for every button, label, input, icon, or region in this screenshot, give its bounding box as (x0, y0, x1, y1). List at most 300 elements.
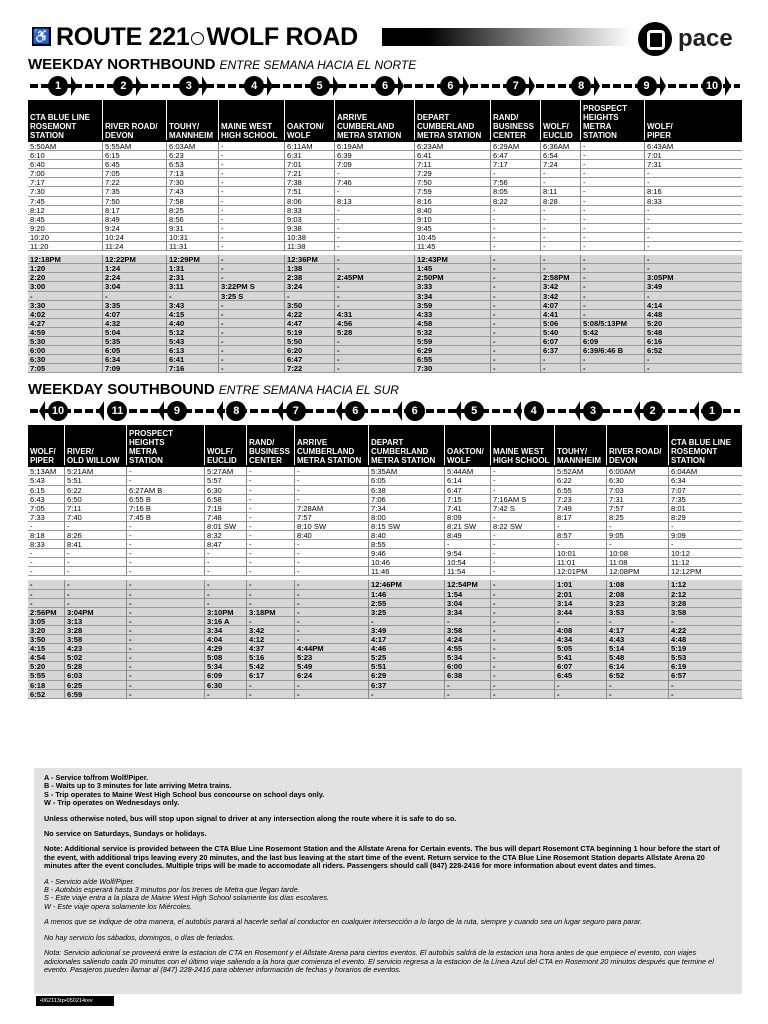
table-cell: 6:54 (540, 151, 580, 160)
table-cell: - (444, 540, 490, 549)
table-cell: - (490, 301, 540, 310)
table-row (28, 644, 742, 653)
table-cell: - (126, 522, 204, 531)
column-header: ARRIVE CUMBERLAND METRA STATION (294, 423, 368, 465)
column-header: RAND/ BUSINESS CENTER (246, 423, 294, 465)
table-cell: 7:57 (294, 513, 368, 522)
table-cell: 7:00 (30, 169, 45, 179)
table-cell: - (668, 540, 742, 549)
table-cell: 7:57 (606, 504, 668, 513)
table-cell: 8:28 (540, 197, 580, 206)
legend-es: A - Servicio a/de Wolf/Piper. B - Autobús esperará hasta 3 minutos por los trenes de Metra que llegan tarde. S - Este viaje entra a la plaza de Maine West High School solamente los días escolares. W - Este viaje opera solamente los Miércoles. (44, 876, 329, 911)
table-cell: 6:29 (414, 346, 490, 355)
table-cell: - (294, 599, 368, 608)
table-cell: 12:18PM (30, 255, 61, 265)
table-cell: - (246, 567, 294, 576)
table-cell: 6:47 (444, 486, 490, 495)
table-cell: 5:53 (668, 653, 742, 662)
table-cell: - (294, 486, 368, 495)
table-cell: 3:50 (284, 301, 334, 310)
no-service-note-es: No hay servicio los sábados, domingos, o días de feriados. (44, 932, 235, 942)
table-cell: 3:58 (444, 626, 490, 635)
table-cell: - (490, 662, 554, 671)
arrow-icon (39, 401, 45, 421)
table-cell: - (490, 486, 554, 495)
table-row (28, 206, 742, 215)
arrow-icon (267, 76, 273, 96)
table-cell: 11:54 (444, 567, 490, 576)
table-cell: 3:18PM (246, 608, 294, 617)
table-cell: 3:04 (444, 599, 490, 608)
column-header: WOLF/ PIPER (30, 447, 56, 466)
table-row (28, 310, 742, 319)
table-cell: - (204, 599, 246, 608)
timepoint-number: 9 (637, 76, 657, 96)
table-cell: 8:17 (102, 206, 166, 215)
table-cell: 2:12 (668, 590, 742, 599)
table-cell: 6:38 (444, 671, 490, 680)
table-row (28, 364, 742, 373)
table-row (28, 255, 742, 264)
table-cell: - (644, 364, 702, 373)
table-cell: 7:28AM (294, 504, 368, 513)
table-cell: - (218, 197, 284, 206)
table-cell: 9:05 (606, 531, 668, 540)
table-cell: - (580, 292, 644, 301)
table-cell: - (218, 355, 284, 364)
table-cell: - (334, 224, 414, 233)
event-note-es: Nota: Servicio adicional se proveerá entre la estacion de CTA en Rosemont y el Allstate Arena para ciertos eventos. El autobús saldrá de la estacion una hora antes de que empiece el evento, con viajes adicionales saliendo cada 20 minutos con el último viaje saliendo a la hora que comienza el evento. El servicio regresa a la estacion de la Línea Azul del CTA en Rosemont 20 minutos después que termine el evento. Pasajeros pueden llamar al (847) 228-2416 para obtener información de fechas y horarios de eventos. (44, 948, 714, 974)
table-cell: 7:29 (414, 169, 490, 178)
table-cell: 6:14 (606, 662, 668, 671)
table-cell: - (294, 549, 368, 558)
table-row (28, 681, 742, 690)
table-cell: 7:40 (64, 513, 126, 522)
table-cell: - (204, 567, 246, 576)
table-cell: 4:24 (444, 635, 490, 644)
table-cell: 3:04PM (64, 608, 126, 617)
table-cell: - (644, 255, 702, 264)
table-cell: 3:43 (166, 301, 218, 310)
table-cell: - (490, 690, 554, 699)
table-cell: 8:22 SW (490, 522, 554, 531)
table-cell: 5:30 (30, 336, 46, 346)
timepoint-marker (580, 401, 606, 421)
table-row (28, 292, 742, 301)
table-cell: - (126, 549, 204, 558)
table-cell: 4:08 (554, 626, 606, 635)
table-cell: 7:31 (644, 160, 702, 169)
table-cell: 9:09 (668, 531, 742, 540)
table-cell: 3:11 (166, 282, 218, 291)
table-cell: 6:13 (166, 346, 218, 355)
table-cell: 3:34 (414, 292, 490, 301)
table-cell: 4:12 (246, 635, 294, 644)
table-cell: 3:49 (368, 626, 444, 635)
table-row (28, 617, 742, 626)
timepoint-number: 6 (405, 401, 425, 421)
table-cell: 3:10PM (204, 608, 246, 617)
table-cell: 8:41 (64, 540, 126, 549)
table-cell: - (580, 187, 644, 196)
table-cell: - (580, 242, 644, 251)
table-cell: - (644, 169, 702, 178)
timepoint-marker (104, 401, 130, 421)
table-cell: 6:25 (64, 681, 126, 690)
timepoint-marker (503, 76, 529, 96)
table-cell: - (490, 467, 554, 476)
table-cell: 8:11 (540, 187, 580, 196)
table-cell: 4:48 (644, 310, 702, 319)
table-cell: - (246, 504, 294, 513)
table-cell: - (490, 531, 554, 540)
table-cell: 6:45 (554, 671, 606, 680)
table-cell: 12:08PM (606, 567, 668, 576)
table-cell: - (644, 224, 702, 233)
table-cell: 10:45 (414, 233, 490, 242)
table-row (28, 233, 742, 242)
table-cell: 10:12 (668, 549, 742, 558)
table-cell: 3:25 (368, 608, 444, 617)
table-cell: - (334, 337, 414, 346)
table-cell: 6:39 (334, 151, 414, 160)
table-cell: 3:30 (30, 300, 46, 310)
table-row (28, 635, 742, 644)
table-cell: 7:30 (30, 187, 45, 197)
table-cell: 8:32 (204, 531, 246, 540)
table-cell: - (644, 178, 702, 187)
table-cell: - (580, 178, 644, 187)
table-cell: 6:23AM (414, 142, 490, 151)
table-cell: 7:22 (284, 364, 334, 373)
table-cell: 3:04 (102, 282, 166, 291)
table-cell: 3:59 (414, 301, 490, 310)
timepoint-number: 3 (583, 401, 603, 421)
table-cell: - (246, 549, 294, 558)
table-cell: 10:08 (606, 549, 668, 558)
table-cell: 2:45PM (334, 273, 414, 282)
timepoint-number: 3 (179, 76, 199, 96)
table-cell: 3:16 A (204, 617, 246, 626)
table-cell: - (246, 681, 294, 690)
table-cell: - (126, 653, 204, 662)
table-cell: - (64, 590, 126, 599)
table-cell: 7:46 (334, 178, 414, 187)
table-cell: 9:46 (368, 549, 444, 558)
table-cell: - (580, 224, 644, 233)
table-cell: 6:38 (368, 486, 444, 495)
table-cell: 4:02 (30, 309, 46, 319)
table-cell: 8:33 (30, 540, 45, 550)
no-service-note: No service on Saturdays, Sundays or holidays. (44, 829, 207, 839)
table-cell: - (218, 215, 284, 224)
table-cell: - (218, 264, 284, 273)
timepoint-marker (241, 76, 267, 96)
table-cell: - (246, 590, 294, 599)
table-cell: - (218, 255, 284, 264)
table-cell: 4:15 (30, 644, 46, 654)
table-cell: 5:20 (30, 662, 46, 672)
table-cell: 4:17 (606, 626, 668, 635)
table-cell: 6:45 (102, 160, 166, 169)
table-cell: - (126, 567, 204, 576)
table-row (28, 328, 742, 337)
table-cell: 4:47 (284, 319, 334, 328)
table-cell: - (540, 355, 580, 364)
table-cell: - (334, 264, 414, 273)
table-cell: - (218, 178, 284, 187)
table-cell: - (606, 540, 668, 549)
column-header: MAINE WEST HIGH SCHOOL (218, 98, 284, 140)
table-cell: - (102, 292, 166, 301)
table-row (28, 558, 742, 567)
timepoint-marker (45, 76, 71, 96)
table-cell: 2:24 (102, 273, 166, 282)
table-cell: 6:52 (30, 689, 46, 699)
table-cell: 8:22 (490, 197, 540, 206)
table-cell: - (218, 273, 284, 282)
table-row (28, 580, 742, 589)
table-cell: - (126, 476, 204, 485)
pace-wordmark: pace (678, 25, 733, 52)
table-cell: - (490, 224, 540, 233)
table-cell: - (644, 215, 702, 224)
table-cell: - (30, 567, 33, 577)
table-cell: 6:05 (102, 346, 166, 355)
table-cell: 4:48 (668, 635, 742, 644)
table-cell: 3:33 (414, 282, 490, 291)
column-header: WOLF/ EUCLID (204, 423, 246, 465)
table-cell: 8:06 (284, 197, 334, 206)
table-cell: 5:28 (64, 662, 126, 671)
arrow-icon (515, 401, 521, 421)
table-cell: 4:56 (334, 319, 414, 328)
table-cell: 8:47 (204, 540, 246, 549)
table-cell: - (580, 310, 644, 319)
table-cell: - (204, 558, 246, 567)
table-cell: 7:51 (284, 187, 334, 196)
table-cell: - (554, 690, 606, 699)
table-cell: - (644, 242, 702, 251)
table-cell: 4:32 (102, 319, 166, 328)
table-cell: - (294, 495, 368, 504)
table-cell: - (334, 364, 414, 373)
table-cell: 4:31 (334, 310, 414, 319)
arrow-icon (98, 401, 104, 421)
table-cell: 2:58PM (540, 273, 580, 282)
table-cell: 7:07 (668, 486, 742, 495)
table-cell: - (580, 142, 644, 151)
table-cell: 6:10 (30, 151, 45, 161)
table-header (28, 425, 742, 467)
table-cell: 5:42 (580, 328, 644, 337)
table-cell: - (334, 215, 414, 224)
table-cell: 3:28 (64, 626, 126, 635)
arrow-icon (693, 401, 699, 421)
table-cell: - (540, 364, 580, 373)
table-cell: - (554, 681, 606, 690)
table-cell: - (294, 476, 368, 485)
table-cell: - (204, 690, 246, 699)
notes-panel (34, 768, 742, 994)
table-cell: 11:38 (284, 242, 334, 251)
table-cell: - (126, 690, 204, 699)
table-cell: 6:24 (294, 671, 368, 680)
table-cell: 10:24 (102, 233, 166, 242)
table-cell: 6:47 (490, 151, 540, 160)
table-cell: 6:37 (368, 681, 444, 690)
table-cell: 5:21AM (64, 467, 126, 476)
timepoint-number: 8 (571, 76, 591, 96)
table-cell: - (64, 599, 126, 608)
table-cell: 5:55 (30, 671, 46, 681)
table-cell: 9:38 (284, 224, 334, 233)
table-cell: 12:22PM (102, 255, 166, 264)
table-row (28, 319, 742, 328)
arrow-icon (463, 76, 469, 96)
table-cell: 3:53 (606, 608, 668, 617)
table-cell: 3:35 (102, 301, 166, 310)
table-cell: 5:50AM (30, 142, 57, 151)
table-cell: 6:22 (64, 486, 126, 495)
table-cell: 7:31 (606, 495, 668, 504)
table-cell: 4:54 (30, 653, 46, 663)
table-cell: 7:09 (334, 160, 414, 169)
table-cell: 6:00 (30, 346, 46, 356)
table-cell: 5:32 (414, 328, 490, 337)
table-cell: - (294, 617, 368, 626)
table-cell: 1:38 (284, 264, 334, 273)
timepoint-marker (461, 401, 487, 421)
table-cell: - (294, 681, 368, 690)
arrow-icon (455, 401, 461, 421)
table-cell: - (540, 264, 580, 273)
table-cell: 6:03 (64, 671, 126, 680)
table-cell: 7:24 (540, 160, 580, 169)
table-cell: 9:10 (414, 215, 490, 224)
table-cell: 6:00 (444, 662, 490, 671)
table-cell: 1:20 (30, 264, 46, 274)
table-cell: - (540, 206, 580, 215)
table-cell: 3:13 (64, 617, 126, 626)
column-header: TOUHY/ MANNHEIM (166, 98, 218, 140)
table-cell: 1:45 (414, 264, 490, 273)
table-cell: - (580, 151, 644, 160)
table-cell: - (218, 169, 284, 178)
table-cell: - (580, 255, 644, 264)
table-cell: - (540, 255, 580, 264)
table-cell: - (30, 521, 33, 531)
column-header: WOLF/ PIPER (644, 98, 702, 140)
timepoint-marker (164, 401, 190, 421)
arrow-icon (158, 401, 164, 421)
timepoint-marker (699, 401, 725, 421)
table-row (28, 671, 742, 680)
table-cell: - (218, 242, 284, 251)
table-cell: - (490, 476, 554, 485)
table-cell: 6:23 (166, 151, 218, 160)
table-cell: 7:45 B (126, 513, 204, 522)
table-cell: 6:04AM (668, 467, 742, 476)
column-header: RIVER ROAD/ DEVON (606, 423, 668, 465)
table-cell: 5:57 (204, 476, 246, 485)
table-cell: - (294, 608, 368, 617)
table-row (28, 495, 742, 504)
table-cell: 5:34 (444, 653, 490, 662)
table-cell: 6:34 (102, 355, 166, 364)
timepoint-number: 1 (702, 401, 722, 421)
table-cell: - (644, 292, 702, 301)
column-header: MAINE WEST HIGH SCHOOL (490, 423, 554, 465)
table-cell: - (580, 215, 644, 224)
table-cell: 12:29PM (166, 255, 218, 264)
table-cell: 7:21 (284, 169, 334, 178)
table-cell: - (490, 282, 540, 291)
timepoint-number: 6 (440, 76, 460, 96)
table-cell: 7:11 (64, 504, 126, 513)
table-cell: 5:44AM (444, 467, 490, 476)
table-cell: 7:33 (30, 512, 45, 522)
timepoint-marker (342, 401, 368, 421)
revision-code: •062113rp•050214rev (36, 996, 114, 1006)
table-row (28, 346, 742, 355)
table-cell: 5:28 (334, 328, 414, 337)
table-cell: - (580, 233, 644, 242)
table-cell: - (606, 617, 668, 626)
header-gradient-bar (382, 28, 632, 46)
timepoint-marker (176, 76, 202, 96)
table-cell: 6:15 (102, 151, 166, 160)
table-row (28, 301, 742, 310)
table-cell: 3:14 (554, 599, 606, 608)
table-cell: 7:22 (102, 178, 166, 187)
table-cell: - (126, 599, 204, 608)
table-cell: 3:24 (284, 282, 334, 291)
table-row (28, 355, 742, 364)
table-cell: - (444, 690, 490, 699)
table-cell: 7:05 (102, 169, 166, 178)
table-cell: 10:54 (444, 558, 490, 567)
table-row (28, 590, 742, 599)
table-cell: 8:15 SW (368, 522, 444, 531)
table-cell: 3:23 (606, 599, 668, 608)
table-row (28, 599, 742, 608)
table-cell: 8:13 (334, 197, 414, 206)
table-cell: 6:14 (444, 476, 490, 485)
table-cell: 8:45 (30, 214, 45, 224)
table-cell: - (30, 580, 33, 590)
table-cell: 5:12 (166, 328, 218, 337)
table-cell: 5:43 (30, 476, 45, 486)
table-cell: 4:40 (166, 319, 218, 328)
table-cell: - (490, 653, 554, 662)
table-cell: - (540, 178, 580, 187)
column-header: CTA BLUE LINE ROSEMONT STATION (30, 113, 90, 140)
table-row (28, 142, 742, 151)
table-cell: 7:17 (30, 178, 45, 188)
table-cell: 1:24 (102, 264, 166, 273)
table-cell: - (444, 681, 490, 690)
timepoint-marker (372, 76, 398, 96)
table-cell: 7:42 S (490, 504, 554, 513)
table-cell: 5:55AM (102, 142, 166, 151)
table-cell: - (554, 522, 606, 531)
table-cell: - (540, 169, 580, 178)
table-cell: - (218, 142, 284, 151)
table-cell: - (606, 522, 668, 531)
table-cell: - (218, 346, 284, 355)
table-cell: 6:19AM (334, 142, 414, 151)
